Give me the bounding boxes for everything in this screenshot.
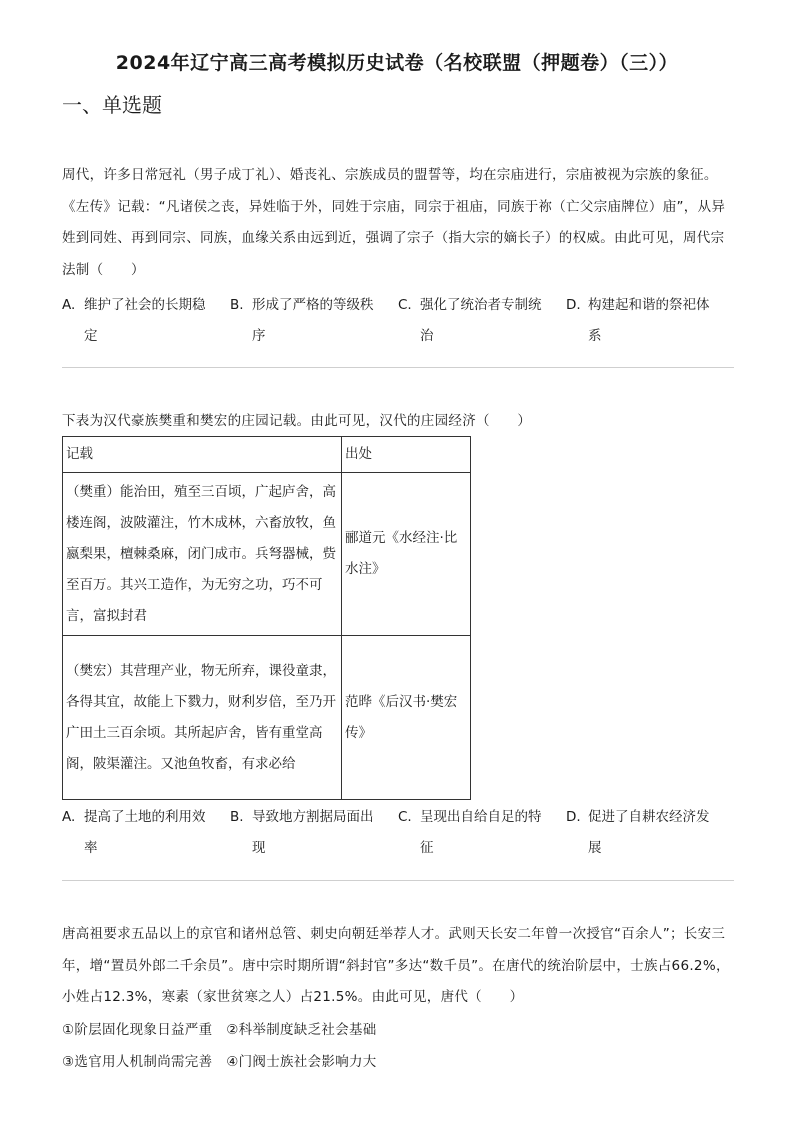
q3-stem: 唐高祖要求五品以上的京官和诸州总管、刺史向朝廷举荐人才。武则天长安二年曾一次授官“百余人”；长安三年，增“置员外郎二千余员”。唐中宗时期所谓“斜封官”多达“数千员”。在唐代的统治阶层中，士族占66.2%，小姓占12.3%，寒素（家世贫寒之人）占21.5%。由此可见，唐代（ ）	[62, 926, 730, 1005]
table-header: 出处	[342, 437, 471, 473]
q1-option-d[interactable]: D. 构建起和谐的祭祀体系	[566, 297, 710, 344]
q3-statements-2: ③选官用人机制尚需完善 ④门阀士族社会影响力大	[62, 1054, 377, 1070]
q2-option-b[interactable]: B. 导致地方割据局面出现	[230, 809, 374, 856]
q1-stem: 周代，许多日常冠礼（男子成丁礼）、婚丧礼、宗族成员的盟誓等，均在宗庙进行，宗庙被视为宗族的象征。《左传》记载：“凡诸侯之丧，异姓临于外，同姓于宗庙，同宗于祖庙，同族于祢（亡父宗庙牌位）庙”，从异姓到同姓、再到同宗、同族，血缘关系由远到近，强调了宗子（指大宗的嫡长子）的权威。由此可见，周代宗法制（ ）	[62, 167, 726, 278]
q2-stem: 下表为汉代豪族樊重和樊宏的庄园记载。由此可见，汉代的庄园经济（ ）	[62, 413, 532, 429]
q2-options	[62, 802, 734, 864]
table-header: 记载	[63, 437, 342, 473]
divider	[62, 880, 734, 881]
table-header-row	[63, 437, 471, 473]
table-cell-record: （樊宏）其营理产业，物无所弃，课役童隶，各得其宜，故能上下戮力，财利岁倍，至乃开广田土三百余顷。其所起庐舍，皆有重堂高阁，陂渠灌注。又池鱼牧畜，有求必给	[63, 636, 342, 800]
q2-option-c[interactable]: C. 呈现出自给自足的特征	[398, 809, 542, 856]
exam-title: 2024年辽宁高三高考模拟历史试卷（名校联盟（押题卷）（三））	[115, 52, 679, 74]
table-cell-source: 范晔《后汉书·樊宏传》	[342, 636, 471, 800]
table-row	[63, 636, 471, 800]
table-row	[63, 473, 471, 636]
q1-options	[62, 290, 734, 352]
q3-statements-1: ①阶层固化现象日益严重 ②科举制度缺乏社会基础	[62, 1022, 377, 1038]
divider	[62, 367, 734, 368]
q2-option-a[interactable]: A. 提高了土地的利用效率	[62, 809, 206, 856]
q2-table	[62, 436, 471, 800]
section-heading: 一、单选题	[62, 93, 162, 117]
q1-option-b[interactable]: B. 形成了严格的等级秩序	[230, 297, 374, 344]
table-cell-source: 郦道元《水经注·比水注》	[342, 473, 471, 636]
q2-option-d[interactable]: D. 促进了自耕农经济发展	[566, 809, 710, 856]
table-cell-record: （樊重）能治田，殖至三百顷，广起庐舍，高楼连阁，波陂灌注，竹木成林，六畜放牧，鱼嬴梨果，檀棘桑麻，闭门成市。兵弩器械，赀至百万。其兴工造作，为无穷之功，巧不可言，富拟封君	[63, 473, 342, 636]
q1-option-c[interactable]: C. 强化了统治者专制统治	[398, 297, 542, 344]
q1-option-a[interactable]: A. 维护了社会的长期稳定	[62, 297, 206, 344]
